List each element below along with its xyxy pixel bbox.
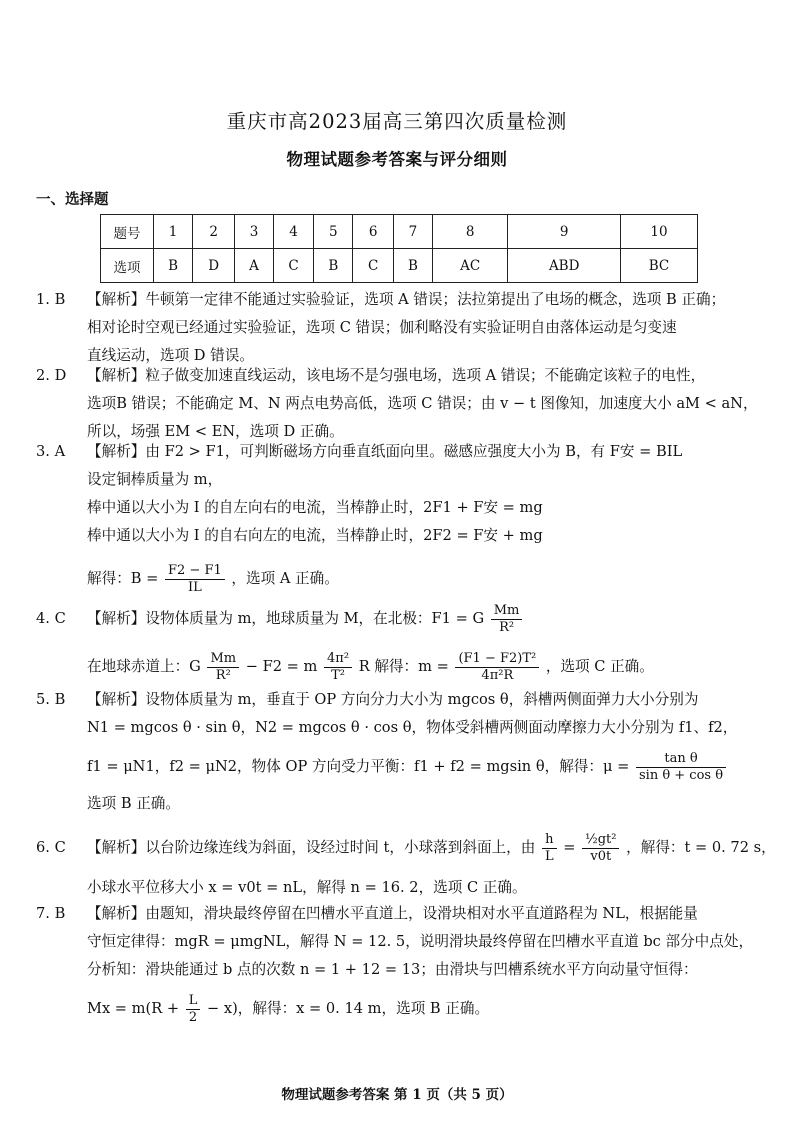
explanation-text: 【解析】以台阶边缘连线为斜面，设经过时间 t，小球落到斜面上，由 xyxy=(87,839,536,856)
explanation-text: 棒中通以大小为 I 的自右向左的电流，当棒静止时，2F2 = F安 + mg xyxy=(87,527,543,544)
question-6 xyxy=(36,822,776,902)
explanation-text: 直线运动，选项 D 错误。 xyxy=(87,347,254,364)
question-number: 1. B xyxy=(36,291,66,308)
explanation-text: 小球水平位移大小 x = v0t = nL，解得 n = 16. 2，选项 C 正确。 xyxy=(87,879,527,896)
explanation-text: 解得：B = xyxy=(87,570,159,587)
explanation-text: ，解得：t = 0. 72 s， xyxy=(626,839,776,856)
question-number-cell: 8 xyxy=(432,215,507,249)
explanation-text: 【解析】由题知，滑块最终停留在凹槽水平直道上，设滑块相对水平直道路程为 NL，根据能量 xyxy=(87,905,698,922)
table-header-cell: 题号 xyxy=(101,215,154,249)
fraction-denominator: L xyxy=(544,848,554,864)
explanation-text: 【解析】设物体质量为 m，垂直于 OP 方向分力大小为 mgcos θ，斜槽两侧面弹力大小分别为 xyxy=(87,691,699,708)
fraction xyxy=(165,563,225,596)
fraction-denominator: 4π²R xyxy=(481,667,514,683)
answer-cell: AC xyxy=(432,249,507,283)
explanation-text: ，选项 C 正确。 xyxy=(545,658,654,675)
explanation-text: 【解析】牛顿第一定律不能通过实验验证，选项 A 错误；法拉第提出了电场的概念，选项 B 正确； xyxy=(87,291,726,308)
question-5 xyxy=(36,686,776,818)
explanation-text: − x)，解得：x = 0. 14 m，选项 B 正确。 xyxy=(207,1000,490,1017)
answer-cell: BC xyxy=(621,249,698,283)
fraction-numerator: Mm xyxy=(207,651,239,668)
explanation-text: Mx = m(R + xyxy=(87,1000,180,1017)
fraction-numerator: h xyxy=(542,832,557,849)
answer-cell: B xyxy=(393,249,432,283)
explanation-text: 【解析】粒子做变加速直线运动，该电场不是匀强电场，选项 A 错误；不能确定该粒子的电性， xyxy=(87,367,706,384)
fraction xyxy=(582,832,619,865)
section-heading: 一、选择题 xyxy=(36,191,109,208)
explanation-text: 在地球赤道上：G xyxy=(87,658,201,675)
question-number-cell: 1 xyxy=(154,215,193,249)
question-number: 7. B xyxy=(36,905,66,922)
question-number: 6. C xyxy=(36,839,66,856)
question-number: 4. C xyxy=(36,610,66,627)
explanation-text: f1 = μN1，f2 = μN2，物体 OP 方向受力平衡：f1 + f2 = mgsin θ，解得：μ = xyxy=(87,758,630,775)
question-number-cell: 4 xyxy=(273,215,314,249)
question-3 xyxy=(36,438,776,602)
explanation-text: 【解析】设物体质量为 m，地球质量为 M，在北极：F1 = G xyxy=(87,610,485,627)
page-subtitle: 物理试题参考答案与评分细则 xyxy=(286,150,508,169)
fraction-denominator: v0t xyxy=(590,848,612,864)
fraction xyxy=(636,751,726,784)
explanation-text: N1 = mgcos θ · sin θ，N2 = mgcos θ · cos θ，物体受斜槽两侧面动摩擦力大小分别为 f1、f2， xyxy=(87,719,738,736)
explanation-text: 相对论时空观已经通过实验验证，选项 C 错误；伽利略没有实验证明自由落体运动是匀变速 xyxy=(87,319,677,336)
fraction-denominator: R² xyxy=(499,619,515,635)
explanation-text: − F2 = m xyxy=(245,658,318,675)
fraction-denominator: IL xyxy=(188,579,202,595)
page-footer: 物理试题参考答案 第 1 页（共 5 页） xyxy=(281,1087,513,1103)
fraction-numerator: L xyxy=(186,993,201,1010)
question-number-cell: 5 xyxy=(314,215,353,249)
answer-cell: D xyxy=(193,249,235,283)
fraction xyxy=(455,651,539,684)
fraction xyxy=(542,832,557,865)
fraction xyxy=(491,603,523,636)
fraction-numerator: 4π² xyxy=(324,651,352,668)
fraction-denominator: R² xyxy=(215,667,231,683)
answer-cell: A xyxy=(235,249,273,283)
fraction-numerator: tan θ xyxy=(636,751,726,768)
fraction-numerator: Mm xyxy=(491,603,523,620)
question-number-cell: 3 xyxy=(235,215,273,249)
question-4 xyxy=(36,596,776,690)
explanation-text: 守恒定律得：mgR = μmgNL，解得 N = 12. 5，说明滑块最终停留在凹槽水平直道 bc 部分中点处， xyxy=(87,933,754,950)
answer-table-number-row xyxy=(101,215,698,249)
question-number: 2. D xyxy=(36,367,67,384)
fraction xyxy=(324,651,352,684)
question-2 xyxy=(36,362,776,446)
answer-table xyxy=(100,214,698,283)
fraction xyxy=(186,993,201,1026)
explanation-text: 【解析】由 F2 > F1，可判断磁场方向垂直纸面向里。磁感应强度大小为 B，有 F安 = BIL xyxy=(87,443,683,460)
fraction-numerator: F2 − F1 xyxy=(165,563,225,580)
page-title: 重庆市高2023届高三第四次质量检测 xyxy=(226,110,568,133)
explanation-text: 棒中通以大小为 I 的自左向右的电流，当棒静止时，2F1 + F安 = mg xyxy=(87,499,543,516)
question-number-cell: 7 xyxy=(393,215,432,249)
fraction-numerator: ½gt² xyxy=(582,832,619,849)
answer-table-answer-row xyxy=(101,249,698,283)
question-number-cell: 6 xyxy=(353,215,394,249)
answer-cell: C xyxy=(273,249,314,283)
explanation-text: 选项B 错误；不能确定 M、N 两点电势高低，选项 C 错误；由 v − t 图像知，加速度大小 aM < aN， xyxy=(87,395,758,412)
table-header-cell: 选项 xyxy=(101,249,154,283)
answer-cell: B xyxy=(154,249,193,283)
fraction-denominator: sin θ + cos θ xyxy=(638,767,724,783)
explanation-text: ，选项 A 正确。 xyxy=(231,570,339,587)
fraction-denominator: T² xyxy=(331,667,345,683)
answer-cell: C xyxy=(353,249,394,283)
fraction-denominator: 2 xyxy=(188,1009,198,1025)
question-number-cell: 2 xyxy=(193,215,235,249)
explanation-text: 分析知：滑块能通过 b 点的次数 n = 1 + 12 = 13；由滑块与凹槽系统水平方向动量守恒得： xyxy=(87,961,698,978)
explanation-text: 所以，场强 EM < EN，选项 D 正确。 xyxy=(87,423,344,440)
fraction-numerator: (F1 − F2)T² xyxy=(455,651,539,668)
question-number-cell: 10 xyxy=(621,215,698,249)
explanation-text: 选项 B 正确。 xyxy=(87,795,180,812)
answer-cell: B xyxy=(314,249,353,283)
fraction xyxy=(207,651,239,684)
answer-cell: ABD xyxy=(508,249,621,283)
question-7 xyxy=(36,900,776,1032)
explanation-text: = xyxy=(563,839,576,856)
question-1 xyxy=(36,286,776,370)
question-number-cell: 9 xyxy=(508,215,621,249)
explanation-text: R 解得：m = xyxy=(358,658,449,675)
question-number: 5. B xyxy=(36,691,66,708)
explanation-text: 设定铜棒质量为 m， xyxy=(87,471,223,488)
question-number: 3. A xyxy=(36,443,66,460)
